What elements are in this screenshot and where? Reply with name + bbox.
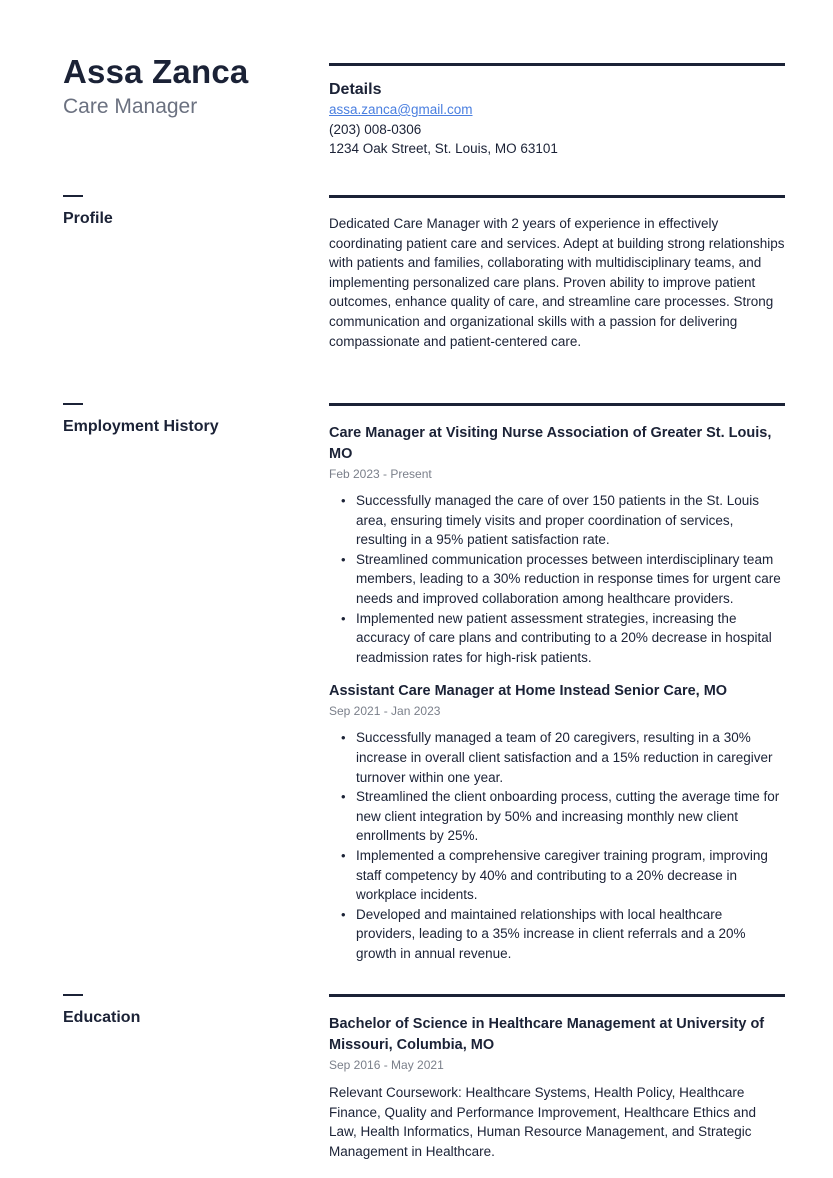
employment-label bbox=[63, 403, 303, 436]
profile-section bbox=[329, 195, 785, 351]
section-dash bbox=[63, 994, 83, 996]
list-item: • Successfully managed the care of over 150 patients in the St. Louis area, ensuring timely visits and proper coordination of services, resulting in a 95% patient satisfaction rate. bbox=[329, 491, 785, 550]
list-item: • Developed and maintained relationships with local healthcare providers, leading to a 35% increase in client referrals and a 20% growth in annual revenue. bbox=[329, 905, 785, 964]
phone-number: (203) 008-0306 bbox=[329, 121, 422, 137]
profile-heading: Profile bbox=[63, 210, 113, 227]
employment-section bbox=[329, 403, 785, 963]
list-item: • Streamlined communication processes between interdisciplinary team members, leading to a 30% reduction in response times for urgent care needs and improved collaboration among healthcare providers. bbox=[329, 550, 785, 609]
education-entry bbox=[329, 1014, 785, 1161]
job-entry-title: Assistant Care Manager at Home Instead Senior Care, MO bbox=[329, 683, 728, 700]
email-link[interactable]: assa.zanca@gmail.com bbox=[329, 102, 473, 117]
profile-label bbox=[63, 195, 303, 228]
education-entry-description: Relevant Coursework: Healthcare Systems, Health Policy, Healthcare Finance, Quality and Performance Improvement, Healthcare Ethics and Law, Health Informatics, Human Resource Management, and Strategic Management in Healthcare. bbox=[329, 1085, 756, 1159]
section-dash bbox=[63, 403, 83, 405]
job-entry bbox=[329, 681, 785, 963]
education-entry-dates: Sep 2016 - May 2021 bbox=[329, 1058, 444, 1072]
profile-text: Dedicated Care Manager with 2 years of experience in effectively coordinating patient care and services. Adept at building strong relationships with patients and families, collaborating with multidisciplinary teams, and implementing personalized care plans. Proven ability to improve patient outcomes, enhance quality of care, and streamline care processes. Strong communication and organizational skills with a passion for delivering compassionate and patient-centered care. bbox=[329, 216, 785, 349]
job-entry-dates: Sep 2021 - Jan 2023 bbox=[329, 704, 441, 719]
address: 1234 Oak Street, St. Louis, MO 63101 bbox=[329, 141, 558, 156]
education-label bbox=[63, 994, 303, 1027]
job-entry-dates: Feb 2023 - Present bbox=[329, 467, 432, 481]
job-entry-title: Care Manager at Visiting Nurse Association of Greater St. Louis, MO bbox=[329, 425, 772, 462]
employment-heading: Employment History bbox=[63, 418, 219, 435]
list-item: • Successfully managed a team of 20 caregivers, resulting in a 30% increase in overall client satisfaction and a 15% reduction in caregiver turnover within one year. bbox=[329, 728, 785, 787]
job-title: Care Manager bbox=[63, 95, 198, 118]
candidate-name: Assa Zanca bbox=[63, 53, 249, 90]
job-bullets bbox=[329, 728, 785, 963]
education-heading: Education bbox=[63, 1009, 141, 1026]
job-bullets bbox=[329, 491, 785, 667]
details-section bbox=[329, 63, 785, 159]
section-rule bbox=[329, 994, 785, 997]
job-entry bbox=[329, 423, 785, 667]
section-rule bbox=[329, 63, 785, 66]
education-section bbox=[329, 994, 785, 1161]
details-heading: Details bbox=[329, 81, 382, 98]
list-item: • Implemented new patient assessment strategies, increasing the accuracy of care plans and contributing to a 20% decrease in hospital readmission rates for high-risk patients. bbox=[329, 609, 785, 668]
section-dash bbox=[63, 195, 83, 197]
list-item: • Implemented a comprehensive caregiver training program, improving staff competency by 40% and contributing to a 20% decrease in workplace incidents. bbox=[329, 846, 785, 905]
list-item: • Streamlined the client onboarding process, cutting the average time for new client integration by 50% and increasing monthly new client enrollments by 25%. bbox=[329, 787, 785, 846]
education-entry-title: Bachelor of Science in Healthcare Management at University of Missouri, Columbia, MO bbox=[329, 1016, 765, 1053]
section-rule bbox=[329, 195, 785, 198]
section-rule bbox=[329, 403, 785, 406]
